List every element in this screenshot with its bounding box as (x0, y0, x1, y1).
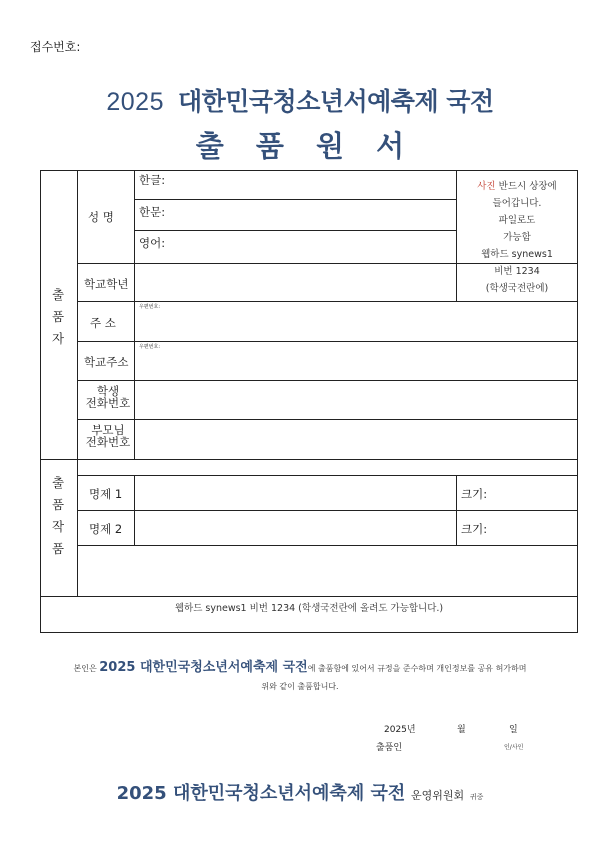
subtitle-char: 서 (376, 129, 405, 163)
student-phone-label: 학생 전화번호 (85, 384, 131, 410)
table-line (77, 419, 578, 420)
section-label-applicant: 출 품 자 (51, 287, 65, 346)
title-year: 2025 (106, 88, 164, 116)
form-subtitle (0, 124, 600, 165)
addressee-line (0, 779, 600, 805)
subtitle-char: 품 (255, 129, 284, 163)
work-size-1-label: 크기: (461, 487, 488, 501)
subtitle-char: 원 (316, 129, 345, 163)
table-line (77, 545, 578, 546)
signer-label: 출품인 (376, 743, 403, 753)
table-line (77, 341, 578, 342)
school-address-label: 학교주소 (84, 355, 129, 369)
pledge-event-name: 2025 대한민국청소년서예축제 국전 (99, 660, 308, 675)
postal-code-label: 우편번호: (139, 304, 161, 310)
photo-box: 사진 반드시 상장에 들어갑니다. 파일로도 가능함 웹하드 synews1 비번 1234 (학생국전란에) (477, 181, 557, 294)
postal-code-label: 우편번호: (139, 344, 161, 350)
table-line (134, 230, 456, 231)
table-line (40, 596, 578, 597)
name-label: 성 명 (88, 210, 114, 224)
webhard-note: 웹하드 synews1 비번 1234 (학생국전란에 올려도 가능합니다.) (174, 603, 444, 614)
work-size-2-label: 크기: (461, 522, 488, 536)
table-line (456, 475, 457, 545)
work-title-1-label: 명제 1 (89, 487, 123, 501)
table-line (134, 199, 456, 200)
date-month: 월 (457, 725, 466, 735)
bottom-event-name: 2025 대한민국청소년서예축제 국전 (116, 783, 406, 804)
table-line (77, 170, 78, 596)
table-line (77, 475, 578, 476)
parent-phone-label: 부모님 전화번호 (85, 423, 131, 449)
table-line (40, 459, 578, 460)
work-title-2-label: 명제 2 (89, 522, 123, 536)
pledge-statement: 본인은 2025 대한민국청소년서예축제 국전에 출품함에 있어서 규정을 준수하며 개인정보를 공유 허가하며 (73, 660, 527, 675)
page-title (0, 82, 600, 118)
school-year-label: 학교학년 (84, 277, 129, 291)
section-label-works: 출 품 작 품 (51, 475, 65, 556)
receipt-number-label: 접수번호: (30, 40, 81, 54)
committee-label: 운영위원회 (411, 789, 465, 802)
table-line (77, 301, 578, 302)
name-hanja-label: 한문: (139, 205, 166, 219)
photo-label: 사진 (477, 181, 496, 192)
signature-mark: 인/사인 (504, 744, 524, 751)
date-day: 일 (509, 725, 518, 735)
name-english-label: 영어: (139, 236, 166, 250)
table-line (134, 170, 135, 459)
date-year: 2025년 (384, 725, 416, 735)
address-label: 주 소 (90, 316, 116, 330)
honorific-label: 귀중 (469, 793, 484, 801)
table-line (77, 510, 578, 511)
name-hangul-label: 한글: (139, 173, 166, 187)
table-line (77, 380, 578, 381)
table-line (134, 475, 135, 545)
pledge-statement-line2: 위와 같이 출품합니다. (261, 682, 339, 691)
subtitle-char: 출 (195, 129, 224, 163)
title-event-name: 대한민국청소년서예축제 국전 (177, 87, 494, 116)
